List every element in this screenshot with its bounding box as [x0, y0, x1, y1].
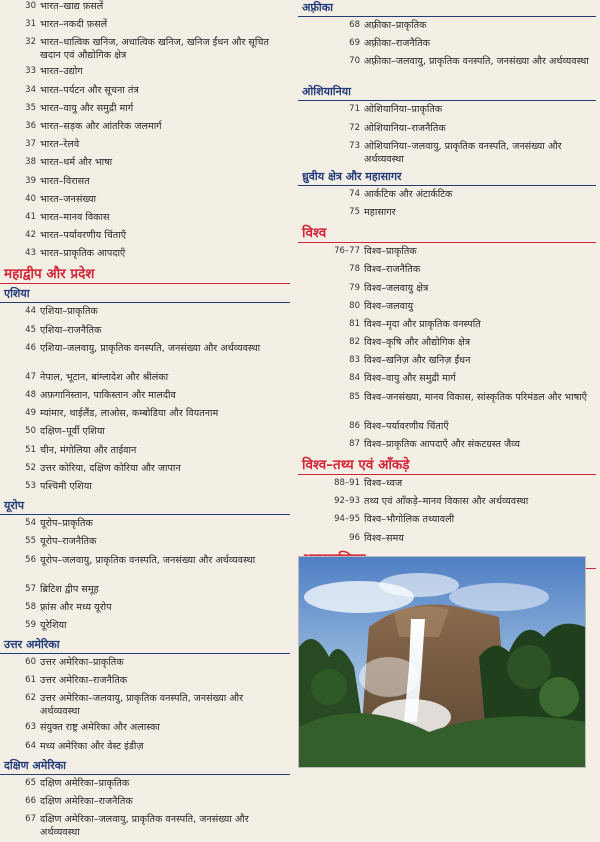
- contents-entry[interactable]: [298, 206, 596, 224]
- entry-title: उत्तर अमेरिका–प्राकृतिक: [40, 657, 124, 669]
- entry-title: भारत–विरासत: [40, 175, 90, 187]
- entry-title: विश्व–जलवायु: [364, 300, 414, 312]
- page-number: 76–77: [334, 246, 360, 257]
- contents-entry[interactable]: [0, 371, 290, 389]
- page-number: 83: [349, 355, 360, 366]
- entry-title: म्यांमार, थाईलैंड, लाओस, कम्बोडिया और वियतनाम: [40, 408, 219, 420]
- page-number: 48: [25, 390, 36, 400]
- contents-entry[interactable]: [0, 721, 290, 739]
- page-number: 69: [349, 38, 360, 49]
- contents-entry[interactable]: [298, 282, 596, 300]
- entry-title: ओशियानिया–जलवायु, प्राकृतिक वनस्पति, जनसंख्या और अर्थव्यवस्था: [364, 140, 562, 165]
- contents-entry[interactable]: [0, 18, 290, 36]
- contents-entry[interactable]: [298, 336, 596, 354]
- page-number: 75: [349, 206, 360, 217]
- page-number: 67: [25, 814, 36, 825]
- section-heading: विश्व: [298, 224, 596, 243]
- section-heading: एशिया: [0, 286, 290, 303]
- entry-title: भारत–प्राकृतिक आपदाएँ: [40, 248, 126, 260]
- contents-entry[interactable]: [298, 188, 596, 206]
- contents-entry[interactable]: [298, 391, 596, 420]
- contents-entry[interactable]: [0, 193, 290, 211]
- contents-entry[interactable]: [298, 318, 596, 336]
- entry-title: यूरेशिया: [40, 619, 67, 631]
- page-number: 44: [25, 306, 36, 317]
- contents-entry[interactable]: [298, 55, 596, 84]
- entry-title: विश्व–ध्वज: [364, 478, 403, 489]
- page-number: 56: [25, 554, 36, 565]
- page-number: 88–91: [334, 478, 360, 488]
- contents-entry[interactable]: [0, 619, 290, 637]
- page-number: 41: [25, 211, 36, 222]
- page-number: 87: [349, 438, 360, 449]
- contents-entry[interactable]: [298, 420, 596, 438]
- page-number: 72: [349, 122, 360, 133]
- entry-title: विश्व–भौगोलिक तथ्यावली: [364, 514, 455, 526]
- entry-title: उत्तर अमेरिका–जलवायु, प्राकृतिक वनस्पति, जनसंख्या और अर्थव्यवस्था: [40, 693, 244, 718]
- page-number: 43: [25, 248, 36, 259]
- page-number: 54: [25, 518, 36, 529]
- entry-title: भारत–रेलवे: [40, 139, 80, 151]
- contents-entry[interactable]: [0, 813, 290, 842]
- entry-title: भारत–पर्यटन और सूचना तंत्र: [40, 84, 139, 96]
- contents-entry[interactable]: [298, 477, 596, 495]
- contents-entry[interactable]: [298, 37, 596, 55]
- entry-title: विश्व–जनसंख्या, मानव विकास, सांस्कृतिक परिमंडल और भाषाएँ: [364, 391, 587, 403]
- contents-entry[interactable]: [0, 84, 290, 102]
- entry-title: विश्व–पर्यावरणीय चिंताएँ: [364, 420, 449, 432]
- page-number: 62: [25, 693, 36, 704]
- contents-entry[interactable]: [298, 263, 596, 281]
- entry-title: विश्व–प्राकृतिक: [364, 246, 417, 258]
- entry-title: भारत–खाद्य फ़सलें: [40, 1, 104, 12]
- page-number: 50: [25, 426, 36, 437]
- entry-title: दक्षिण अमेरिका–प्राकृतिक: [40, 777, 130, 789]
- page-number: 46: [25, 342, 36, 353]
- page-number: 36: [25, 120, 36, 131]
- entry-title: दक्षिण अमेरिका–जलवायु, प्राकृतिक वनस्पति, जनसंख्या और अर्थव्यवस्था: [40, 814, 249, 839]
- entry-title: महासागर: [364, 206, 396, 218]
- entry-title: पश्चिमी एशिया: [40, 480, 92, 492]
- contents-entry[interactable]: [0, 554, 290, 583]
- contents-entry[interactable]: [298, 354, 596, 372]
- contents-left-column: [0, 0, 290, 842]
- page-number: 84: [349, 373, 360, 384]
- entry-title: विश्व–खनिज़ और खनिज़ ईंधन: [364, 355, 471, 367]
- entry-title: उत्तर अमेरिका–राजनैतिक: [40, 675, 128, 687]
- entry-title: दक्षिण अमेरिका–राजनैतिक: [40, 796, 133, 807]
- page-number: 51: [25, 444, 36, 455]
- contents-entry[interactable]: [0, 138, 290, 156]
- page-number: 39: [25, 175, 36, 186]
- page-number: 73: [349, 140, 360, 151]
- page-number: 57: [25, 583, 36, 594]
- page-number: 61: [25, 675, 36, 686]
- contents-entry[interactable]: [0, 444, 290, 462]
- entry-title: अफ़्रीका–जलवायु, प्राकृतिक वनस्पति, जनसंख्या और अर्थव्यवस्था: [364, 56, 589, 68]
- contents-entry[interactable]: [0, 175, 290, 193]
- entry-title: तथ्य एवं आँकड़े–मानव विकास और अर्थव्यवस्था: [364, 496, 529, 508]
- section-heading: अफ़्रीका: [298, 0, 596, 17]
- contents-entry[interactable]: [298, 140, 596, 169]
- entry-title: भारत–सड़क और आंतरिक जलमार्ग: [40, 120, 162, 132]
- entry-title: विश्व–जलवायु क्षेत्र: [364, 282, 429, 294]
- page-number: 80: [349, 300, 360, 311]
- page-number: 49: [25, 408, 36, 419]
- contents-entry[interactable]: [0, 247, 290, 265]
- page-number: 32: [25, 37, 36, 48]
- contents-entry[interactable]: [0, 777, 290, 795]
- page-number: 34: [25, 84, 36, 95]
- contents-entry[interactable]: [0, 674, 290, 692]
- contents-entry[interactable]: [0, 65, 290, 83]
- page-number: 65: [25, 777, 36, 788]
- page-number: 42: [25, 230, 36, 241]
- entry-title: भारत–जनसंख्या: [40, 193, 97, 205]
- contents-entry[interactable]: [298, 513, 596, 531]
- page-number: 94–95: [334, 514, 360, 525]
- entry-title: विश्व–प्राकृतिक आपदाएँ और संकटग्रस्त जैव्य: [364, 438, 520, 450]
- entry-title: विश्व–मृदा और प्राकृतिक वनस्पति: [364, 318, 481, 330]
- entry-title: विश्व–समय: [364, 532, 404, 544]
- contents-entry[interactable]: [0, 389, 290, 407]
- page-number: 37: [25, 139, 36, 150]
- contents-entry[interactable]: [0, 407, 290, 425]
- entry-title: भारत–धात्विक खनिज, अधात्विक खनिज, खनिज ईंधन और सूचित खदान एवं औद्योगिक क्षेत्र: [40, 37, 269, 62]
- page-number: 33: [25, 66, 36, 77]
- entry-title: एशिया–राजनैतिक: [40, 324, 102, 336]
- page-number: 64: [25, 740, 36, 751]
- entry-title: ओशियानिया–राजनैतिक: [364, 122, 446, 134]
- page-number: 68: [349, 20, 360, 30]
- contents-entry[interactable]: [0, 0, 290, 18]
- contents-entry[interactable]: [0, 480, 290, 498]
- contents-entry[interactable]: [0, 740, 290, 758]
- contents-entry[interactable]: [0, 692, 290, 721]
- contents-entry[interactable]: [0, 211, 290, 229]
- contents-entry[interactable]: [0, 583, 290, 601]
- page-number: 52: [25, 462, 36, 473]
- contents-entry[interactable]: [298, 438, 596, 456]
- entry-title: यूरोप–जलवायु, प्राकृतिक वनस्पति, जनसंख्या और अर्थव्यवस्था: [40, 554, 256, 566]
- entry-title: विश्व–कृषि और औद्योगिक क्षेत्र: [364, 337, 471, 349]
- page-number: 70: [349, 56, 360, 67]
- entry-title: एशिया–प्राकृतिक: [40, 306, 98, 318]
- entry-title: संयुक्त राष्ट्र अमेरिका और अलास्का: [40, 722, 160, 734]
- contents-entry[interactable]: [0, 324, 290, 342]
- contents-entry[interactable]: [0, 305, 290, 323]
- contents-entry[interactable]: [0, 795, 290, 813]
- page-number: 78: [349, 264, 360, 275]
- page-number: 55: [25, 536, 36, 547]
- entry-title: विश्व–राजनैतिक: [364, 264, 421, 276]
- contents-entry[interactable]: [0, 36, 290, 65]
- entry-title: भारत–वायु और समुद्री मार्ग: [40, 102, 134, 114]
- entry-title: फ़्रांस और मध्य यूरोप: [40, 601, 112, 613]
- page-number: 45: [25, 324, 36, 335]
- entry-title: मध्य अमेरिका और वेस्ट इंडीज़: [40, 740, 144, 752]
- page-number: 79: [349, 282, 360, 293]
- entry-title: ओशियानिया–प्राकृतिक: [364, 104, 443, 116]
- contents-entry[interactable]: [298, 532, 596, 550]
- section-heading: विश्व–तथ्य एवं आँकड़े: [298, 456, 596, 475]
- entry-title: भारत–धर्म और भाषा: [40, 157, 113, 169]
- entry-title: ब्रिटिश द्वीप समूह: [40, 583, 99, 595]
- page-number: 59: [25, 619, 36, 630]
- contents-entry[interactable]: [0, 535, 290, 553]
- contents-entry[interactable]: [298, 300, 596, 318]
- page-number: 58: [25, 601, 36, 612]
- entry-title: अफ़्रीका–प्राकृतिक: [364, 20, 427, 31]
- waterfall-photo: [298, 556, 586, 768]
- entry-title: अफ़्रीका–राजनैतिक: [364, 38, 431, 50]
- contents-entry[interactable]: [298, 122, 596, 140]
- page-number: 81: [349, 318, 360, 329]
- contents-entry[interactable]: [298, 103, 596, 121]
- contents-entry[interactable]: [298, 245, 596, 263]
- page-number: 71: [349, 104, 360, 115]
- section-heading: उत्तर अमेरिका: [0, 637, 290, 654]
- page-number: 85: [349, 391, 360, 402]
- contents-entry[interactable]: [298, 495, 596, 513]
- page-number: 92–93: [334, 496, 360, 507]
- page-number: 74: [349, 188, 360, 199]
- contents-entry[interactable]: [0, 462, 290, 480]
- entry-title: नेपाल, भूटान, बांग्लादेश और श्रीलंका: [40, 371, 169, 383]
- entry-title: यूरोप–राजनैतिक: [40, 536, 97, 548]
- contents-entry[interactable]: [0, 342, 290, 371]
- contents-right-column: [298, 0, 596, 589]
- page-number: 86: [349, 420, 360, 431]
- contents-entry[interactable]: [0, 102, 290, 120]
- page-number: 31: [25, 19, 36, 30]
- section-heading: महाद्वीप और प्रदेश: [0, 265, 290, 284]
- page-number: 40: [25, 193, 36, 204]
- page-number: 38: [25, 157, 36, 168]
- section-heading: ध्रुवीय क्षेत्र और महासागर: [298, 169, 596, 186]
- entry-title: भारत–मानव विकास: [40, 211, 110, 223]
- entry-title: भारत–पर्यावरणीय चिंताएँ: [40, 230, 127, 242]
- page-number: 66: [25, 796, 36, 806]
- page-number: 82: [349, 337, 360, 348]
- entry-title: एशिया–जलवायु, प्राकृतिक वनस्पति, जनसंख्या और अर्थव्यवस्था: [40, 342, 261, 354]
- contents-entry[interactable]: [0, 601, 290, 619]
- section-heading: ओशियानिया: [298, 84, 596, 101]
- page-number: 96: [349, 532, 360, 543]
- contents-entry[interactable]: [0, 156, 290, 174]
- section-heading: यूरोप: [0, 498, 290, 515]
- entry-title: दक्षिण–पूर्वी एशिया: [40, 426, 105, 438]
- entry-title: यूरोप–प्राकृतिक: [40, 518, 93, 530]
- entry-title: विश्व–वायु और समुद्री मार्ग: [364, 373, 456, 385]
- contents-entry[interactable]: [0, 425, 290, 443]
- section-heading: दक्षिण अमेरिका: [0, 758, 290, 775]
- entry-title: भारत–नकदी फ़सलें: [40, 19, 108, 31]
- entry-title: आर्कटिक और अंटार्कटिक: [364, 188, 453, 200]
- entry-title: अफ़गानिस्तान, पाकिस्तान और मालदीव: [40, 390, 176, 401]
- page-number: 63: [25, 722, 36, 733]
- contents-entry[interactable]: [0, 656, 290, 674]
- entry-title: चीन, मंगोलिया और ताईवान: [40, 444, 137, 456]
- page-number: 47: [25, 371, 36, 382]
- entry-title: भारत–उद्योग: [40, 66, 83, 78]
- page-number: 53: [25, 480, 36, 491]
- page-number: 35: [25, 102, 36, 113]
- page-number: 60: [25, 657, 36, 668]
- entry-title: उत्तर कोरिया, दक्षिण कोरिया और जापान: [40, 462, 181, 474]
- contents-entry[interactable]: [0, 517, 290, 535]
- contents-entry[interactable]: [0, 120, 290, 138]
- contents-entry[interactable]: [298, 372, 596, 390]
- contents-entry[interactable]: [298, 19, 596, 37]
- contents-entry[interactable]: [0, 229, 290, 247]
- page-number: 30: [25, 1, 36, 11]
